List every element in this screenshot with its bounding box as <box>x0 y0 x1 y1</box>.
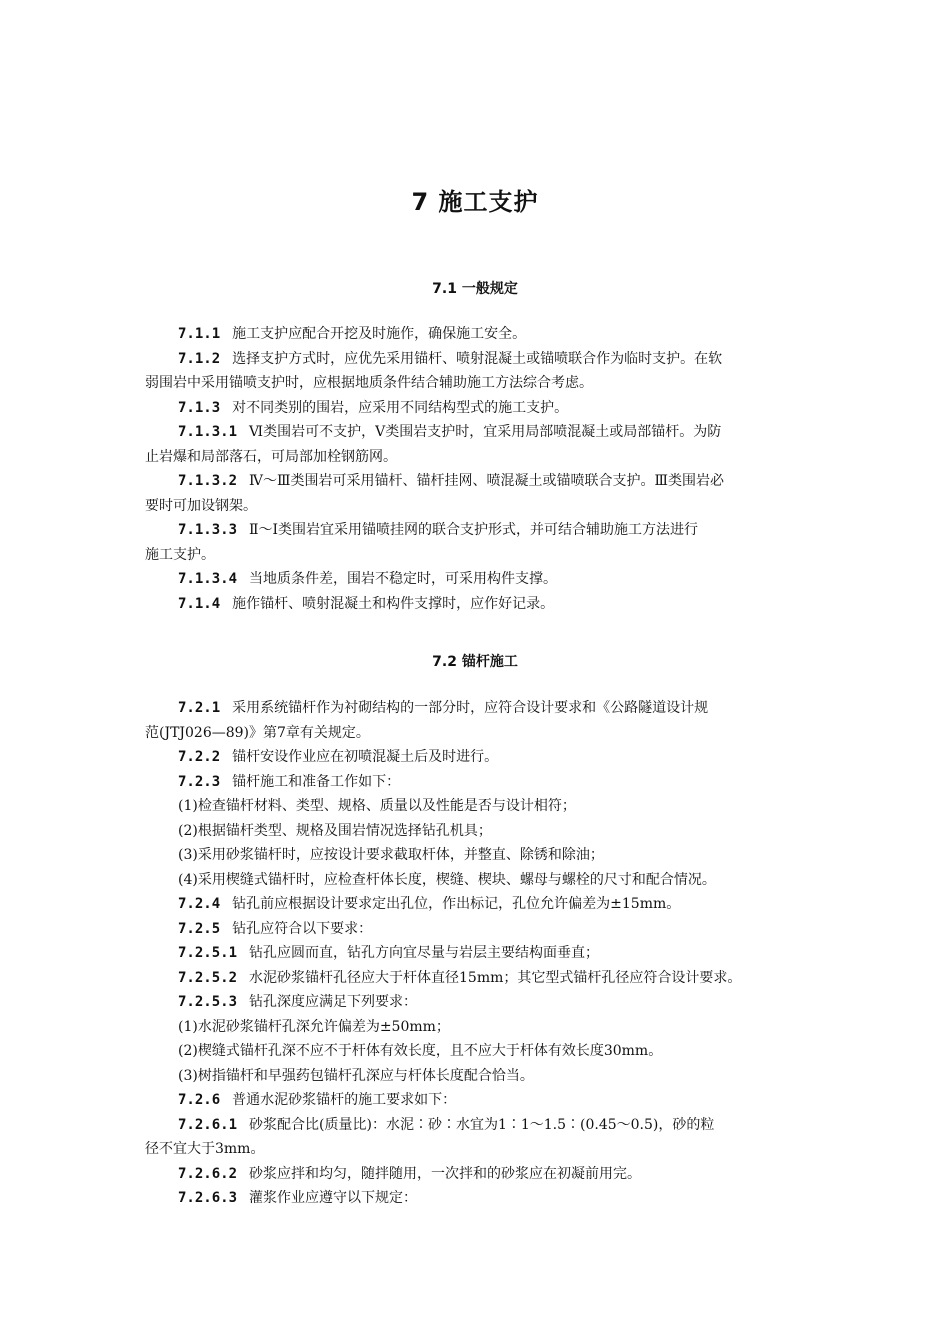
clause-number: 7.2.6 <box>178 1092 221 1108</box>
clause-text: Ⅳ～Ⅲ类围岩可采用锚杆、锚杆挂网、喷混凝土或锚喷联合支护。Ⅲ类围岩必 <box>249 473 725 489</box>
clause-text: (2)根据锚杆类型、规格及围岩情况选择钻孔机具； <box>178 822 492 839</box>
clause-text: 钻孔深度应满足下列要求： <box>249 994 418 1010</box>
paragraph-line <box>145 592 805 617</box>
clause-number: 7.2.1 <box>178 700 221 716</box>
section-title-7-2: 7.2 锚杆施工 <box>432 654 518 670</box>
clause-text: Ⅵ类围岩可不支护，Ⅴ类围岩支护时，宜采用局部喷混凝土或局部锚杆。为防 <box>249 424 722 440</box>
clause-number: 7.2.5.1 <box>178 945 238 961</box>
paragraph-line <box>145 843 805 868</box>
paragraph-line <box>145 966 805 991</box>
paragraph-line <box>145 543 805 568</box>
chapter-title: 7 施工支护 <box>411 188 539 216</box>
clause-text: 施作锚杆、喷射混凝土和构件支撑时，应作好记录。 <box>232 595 555 612</box>
paragraph-line <box>145 567 805 592</box>
clause-text: (3)树指锚杆和早强药包锚杆孔深应与杆体长度配合恰当。 <box>178 1067 534 1084</box>
paragraph-line <box>145 420 805 445</box>
paragraph-line <box>145 469 805 494</box>
clause-number: 7.2.5.3 <box>178 994 238 1010</box>
clause-text: 灌浆作业应遵守以下规定： <box>249 1190 418 1206</box>
paragraph-line <box>145 1113 805 1138</box>
paragraph-line <box>145 917 805 942</box>
clause-text: 范(JTJ026—89)》第7章有关规定。 <box>145 724 370 741</box>
clause-text: 砂浆应拌和均匀，随拌随用，一次拌和的砂浆应在初凝前用完。 <box>249 1165 642 1182</box>
paragraph-line <box>145 347 805 372</box>
clause-number: 7.2.2 <box>178 749 221 765</box>
paragraph-line <box>145 371 805 396</box>
clause-text: 水泥砂浆锚杆孔径应大于杆体直径15mm；其它型式锚杆孔径应符合设计要求。 <box>249 969 742 986</box>
clause-text: 施工支护应配合开挖及时施作，确保施工安全。 <box>232 326 527 342</box>
paragraph-line <box>145 745 805 770</box>
paragraph-line <box>145 518 805 543</box>
clause-text: 锚杆安设作业应在初喷混凝土后及时进行。 <box>232 749 499 765</box>
clause-text: 径不宜大于3mm。 <box>145 1141 265 1157</box>
clause-number: 7.1.1 <box>178 326 221 342</box>
clause-number: 7.2.5.2 <box>178 969 238 986</box>
paragraph-line <box>145 990 805 1015</box>
clause-number: 7.2.4 <box>178 896 221 912</box>
clause-text: 钻孔应符合以下要求： <box>232 920 373 937</box>
clause-number: 7.2.3 <box>178 773 221 790</box>
clause-text: 施工支护。 <box>145 546 215 563</box>
clause-number: 7.2.6.1 <box>178 1116 238 1133</box>
paragraph-line <box>145 868 805 893</box>
clause-text: 选择支护方式时，应优先采用锚杆、喷射混凝土或锚喷联合作为临时支护。在软 <box>232 350 723 367</box>
clause-text: 锚杆施工和准备工作如下： <box>232 773 401 790</box>
clause-text: 砂浆配合比(质量比)：水泥∶砂∶水宜为1∶1～1.5∶(0.45～0.5)，砂的粒 <box>249 1116 715 1133</box>
paragraph-line <box>145 1064 805 1089</box>
clause-text: 对不同类别的围岩，应采用不同结构型式的施工支护。 <box>232 399 569 416</box>
paragraph-line <box>145 794 805 819</box>
paragraph-line <box>145 696 805 721</box>
paragraph-line <box>145 1186 805 1211</box>
clause-number: 7.1.3.4 <box>178 571 238 587</box>
paragraph-line <box>145 1137 805 1162</box>
clause-number: 7.2.6.2 <box>178 1165 238 1182</box>
paragraph-line <box>145 892 805 917</box>
clause-text: (1)检查锚杆材料、类型、规格、质量以及性能是否与设计相符； <box>178 798 576 814</box>
paragraph-line <box>145 396 805 421</box>
clause-text: 当地质条件差，围岩不稳定时，可采用构件支撑。 <box>249 571 558 587</box>
clause-text: 普通水泥砂浆锚杆的施工要求如下： <box>232 1092 457 1108</box>
clause-number: 7.2.5 <box>178 920 221 937</box>
clause-number: 7.1.2 <box>178 350 221 367</box>
section-title-7-1: 7.1 一般规定 <box>432 281 518 297</box>
paragraph-line <box>145 770 805 795</box>
clause-text: 弱围岩中采用锚喷支护时，应根据地质条件结合辅助施工方法综合考虑。 <box>145 375 593 391</box>
paragraph-line <box>145 1162 805 1187</box>
clause-text: Ⅱ～Ⅰ类围岩宜采用锚喷挂网的联合支护形式，并可结合辅助施工方法进行 <box>249 522 699 538</box>
clause-number: 7.1.3 <box>178 399 221 416</box>
section-body-7-1 <box>145 322 805 616</box>
clause-number: 7.2.6.3 <box>178 1190 238 1206</box>
clause-text: (3)采用砂浆锚杆时，应按设计要求截取杆体，并整直、除锈和除油； <box>178 847 604 863</box>
paragraph-line <box>145 1039 805 1064</box>
clause-number: 7.1.3.2 <box>178 473 238 489</box>
paragraph-line <box>145 819 805 844</box>
clause-text: (1)水泥砂浆锚杆孔深允许偏差为±50mm； <box>178 1018 450 1035</box>
clause-text: 止岩爆和局部落石，可局部加栓钢筋网。 <box>145 448 397 465</box>
clause-text: (4)采用楔缝式锚杆时，应检查杆体长度，楔缝、楔块、螺母与螺栓的尺寸和配合情况。 <box>178 871 716 888</box>
clause-text: (2)楔缝式锚杆孔深不应不于杆体有效长度，且不应大于杆体有效长度30mm。 <box>178 1043 663 1059</box>
paragraph-line <box>145 1015 805 1040</box>
paragraph-line <box>145 941 805 966</box>
clause-number: 7.1.3.1 <box>178 424 238 440</box>
paragraph-line <box>145 322 805 347</box>
paragraph-line <box>145 1088 805 1113</box>
clause-text: 钻孔应圆而直，钻孔方向宜尽量与岩层主要结构面垂直； <box>249 945 600 961</box>
clause-number: 7.1.3.3 <box>178 522 238 538</box>
clause-text: 钻孔前应根据设计要求定出孔位，作出标记，孔位允许偏差为±15mm。 <box>232 896 681 912</box>
paragraph-line <box>145 445 805 470</box>
paragraph-line <box>145 721 805 746</box>
clause-text: 采用系统锚杆作为衬砌结构的一部分时，应符合设计要求和《公路隧道设计规 <box>232 700 709 716</box>
section-body-7-2 <box>145 696 805 1211</box>
clause-number: 7.1.4 <box>178 595 221 612</box>
paragraph-line <box>145 494 805 519</box>
clause-text: 要时可加设钢架。 <box>145 497 257 514</box>
